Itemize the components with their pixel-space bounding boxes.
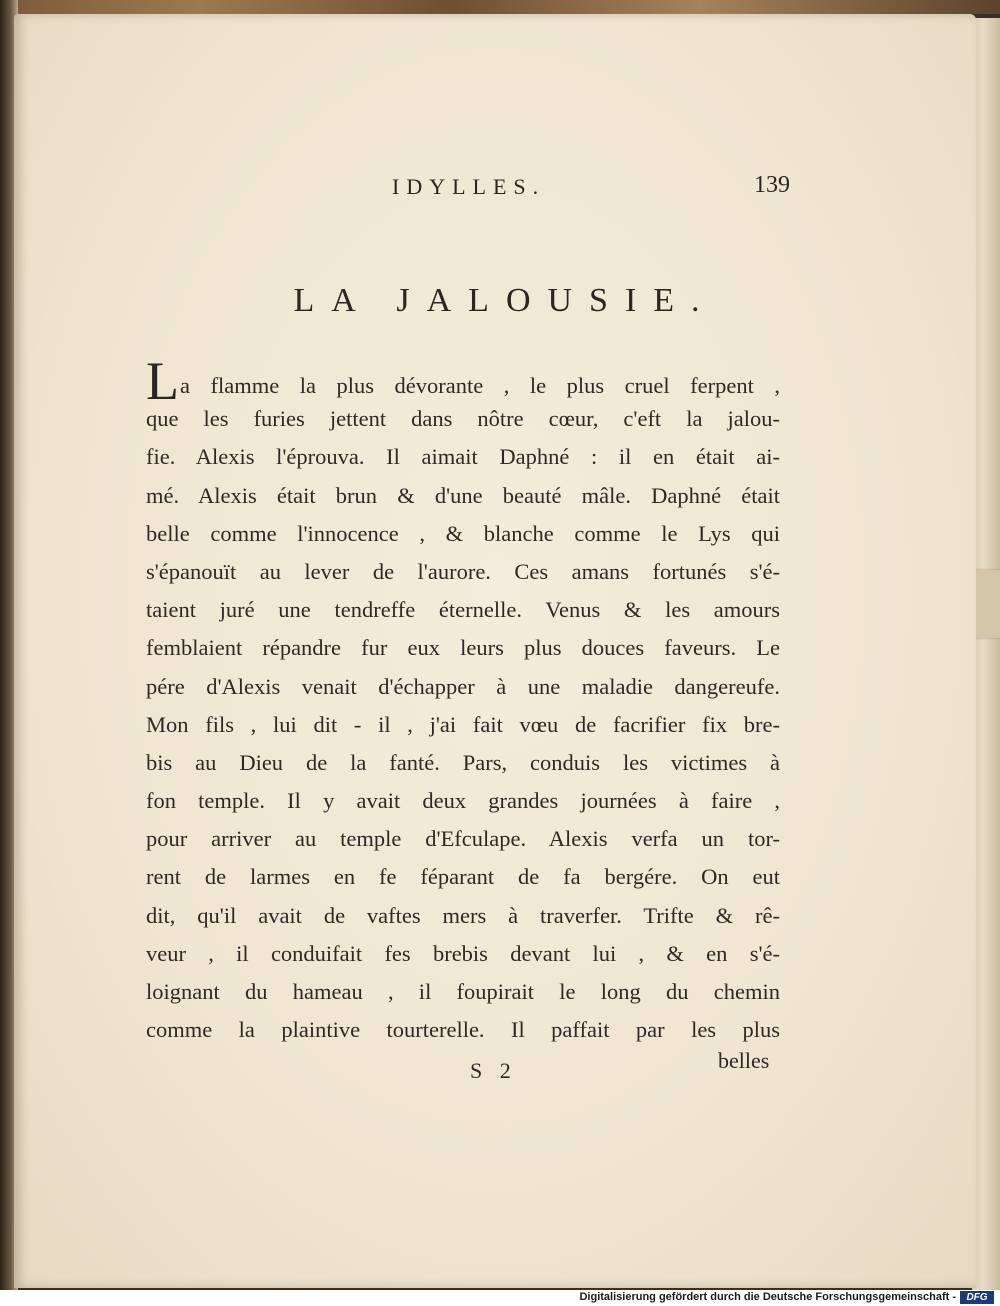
signature-mark: S 2 <box>470 1058 517 1083</box>
chapter-title: LA JALOUSIE. <box>293 282 717 319</box>
catchword: belles <box>718 1048 770 1073</box>
body-line: rent de larmes en fe féparant de fa bergére. On eut <box>146 864 780 890</box>
body-line: fie. Alexis l'éprouva. Il aimait Daphné : il en était ai- <box>146 444 780 470</box>
first-line-text: a flamme la plus dévorante , le plus cruel ferpent , <box>180 373 780 398</box>
body-line: que les furies jettent dans nôtre cœur, c'eft la jalou- <box>146 406 780 432</box>
body-line: pére d'Alexis venait d'échapper à une maladie dangereufe. <box>146 673 780 699</box>
binding-top-edge <box>0 0 1000 14</box>
body-line: dit, qu'il avait de vaftes mers à traverfer. Trifte & rê- <box>146 902 780 928</box>
credit-bar <box>0 1290 1000 1306</box>
body-line: belle comme l'innocence , & blanche comme le Lys qui <box>146 520 780 546</box>
credit-text: Digitalisierung gefördert durch die Deutsche Forschungsgemeinschaft - <box>579 1291 956 1303</box>
body-line: loignant du hameau , il foupirait le long du chemin <box>146 979 780 1004</box>
body-line: mé. Alexis était brun & d'une beauté mâle. Daphné était <box>146 482 780 508</box>
body-line: fon temple. Il y avait deux grandes journées à faire , <box>146 788 780 814</box>
body-line: s'épanouït au lever de l'aurore. Ces amans fortunés s'é- <box>146 558 780 584</box>
page-footer <box>14 1048 976 1088</box>
body-text <box>146 351 780 1049</box>
running-head <box>14 170 976 210</box>
dfg-logo: DFG <box>960 1291 994 1304</box>
body-line-first <box>146 351 780 411</box>
running-head-title: IDYLLES. <box>392 174 546 199</box>
body-line: veur , il conduifait fes brebis devant lui , & en s'é- <box>146 940 780 966</box>
body-line: bis au Dieu de la fanté. Pars, conduis les victimes à <box>146 749 780 775</box>
body-line: taient juré une tendreffe éternelle. Venus & les amours <box>146 597 780 623</box>
body-line: Mon fils , lui dit - il , j'ai fait vœu de facrifier fix bre- <box>146 711 780 737</box>
drop-cap: L <box>146 351 179 411</box>
page-fore-edge <box>972 18 1000 1290</box>
body-line: femblaient répandre fur eux leurs plus douces faveurs. Le <box>146 635 780 661</box>
body-line: comme la plaintive tourterelle. Il paffait par les plus <box>146 1017 780 1043</box>
page-number: 139 <box>754 172 790 198</box>
body-line: pour arriver au temple d'Efculape. Alexis verfa un tor- <box>146 826 780 852</box>
